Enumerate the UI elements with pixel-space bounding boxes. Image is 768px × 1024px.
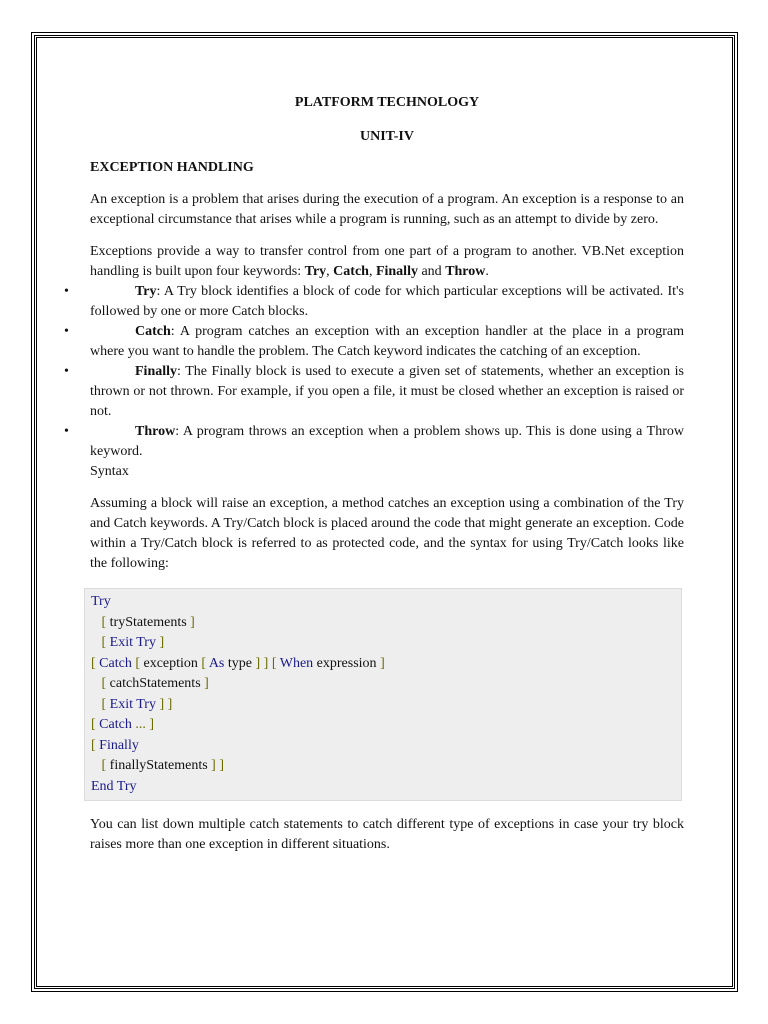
list-text: : A program throws an exception when a problem shows up. This is done using a Throw keyword. <box>90 424 684 459</box>
code-line <box>91 715 681 736</box>
list-term: Finally <box>135 364 178 379</box>
list-item-catch <box>64 322 684 362</box>
code-bracket: [ <box>101 635 110 650</box>
intro-paragraph: An exception is a problem that arises during the execution of a program. An exception is a response to an exceptional circumstance that arises while a program is running, such as an attempt to divide by zero. <box>90 192 684 227</box>
code-bracket: [ <box>91 717 100 732</box>
code-line <box>91 695 681 716</box>
keyword-separator: , <box>368 264 376 279</box>
list-term: Try <box>135 284 157 299</box>
code-line <box>91 592 681 613</box>
code-keyword: Finally <box>99 737 139 753</box>
code-keyword: Exit Try <box>109 696 156 712</box>
code-bracket: ... ] <box>131 717 154 732</box>
code-block <box>84 588 682 801</box>
list-text: : A Try block identifies a block of code for which particular exceptions will be activated. It's followed by one or more Catch blocks. <box>90 284 684 319</box>
code-bracket: [ <box>268 655 280 671</box>
bullet-icon: • <box>64 324 69 339</box>
code-text: finallyStatements <box>109 758 208 773</box>
code-bracket: ] ] <box>155 696 173 712</box>
closing-paragraph: You can list down multiple catch statements to catch different type of exceptions in case your try block raises more than one exception in different situations. <box>90 817 684 852</box>
code-line <box>91 633 681 654</box>
code-bracket: [ <box>131 655 144 671</box>
try-catch-paragraph: Assuming a block will raise an exception, a method catches an exception using a combination of the Try and Catch keywords. A Try/Catch block is placed around the code that might generate an exception. Code within a Try/Catch block is referred to as protected code, and the syntax for using Try/Catch looks like the following: <box>90 496 684 571</box>
code-bracket: ] ] <box>207 758 224 773</box>
code-bracket: ] <box>376 655 385 671</box>
keyword-throw: Throw <box>445 264 486 279</box>
code-text: expression <box>313 655 377 671</box>
keywords-paragraph <box>90 242 684 282</box>
bullet-icon: • <box>64 364 69 379</box>
document-title: PLATFORM TECHNOLOGY <box>294 95 480 110</box>
list-item-finally <box>64 362 684 422</box>
list-text: : The Finally block is used to execute a given set of statements, whether an exception is thrown or not thrown. For example, if you open a file, it must be closed whether an exception is raised or not. <box>90 364 684 419</box>
list-term: Catch <box>135 324 171 339</box>
code-bracket: [ <box>91 655 100 671</box>
code-bracket: ] <box>200 676 209 691</box>
code-keyword: Try <box>91 594 111 609</box>
code-text: tryStatements <box>109 614 187 630</box>
code-keyword: Exit Try <box>109 635 156 650</box>
code-line <box>91 674 681 695</box>
list-item-throw <box>64 422 684 462</box>
code-keyword: Catch <box>99 717 132 732</box>
code-bracket: [ <box>101 614 110 630</box>
bullet-icon: • <box>64 424 69 439</box>
code-line <box>91 654 681 675</box>
code-bracket: [ <box>91 737 100 753</box>
code-text: exception <box>143 655 198 671</box>
syntax-label: Syntax <box>90 464 129 479</box>
code-line <box>91 777 681 798</box>
code-text: catchStatements <box>109 676 201 691</box>
keyword-finally: Finally <box>375 264 418 279</box>
list-item-try <box>64 282 684 322</box>
keyword-catch: Catch <box>333 264 369 279</box>
code-line <box>91 613 681 634</box>
code-bracket: ] <box>155 635 165 650</box>
code-keyword: End Try <box>91 778 137 794</box>
code-keyword: Catch <box>99 655 132 671</box>
code-bracket: [ <box>197 655 209 671</box>
list-term: Throw <box>135 424 176 439</box>
list-text: : A program catches an exception with an exception handler at the place in a program where you want to handle the problem. The Catch keyword indicates the catching of an exception. <box>90 324 684 359</box>
keyword-period: . <box>485 264 489 279</box>
code-text: type <box>224 655 252 671</box>
section-heading: EXCEPTION HANDLING <box>90 160 254 175</box>
keyword-separator: and <box>417 264 446 279</box>
code-bracket: [ <box>101 758 110 773</box>
code-line <box>91 756 681 777</box>
code-keyword: When <box>279 655 314 671</box>
code-line <box>91 736 681 757</box>
code-bracket: ] <box>186 614 195 630</box>
document-body <box>64 93 684 855</box>
keyword-try: Try <box>304 264 327 279</box>
keyword-list <box>64 282 684 462</box>
code-bracket: ] ] <box>251 655 269 671</box>
keyword-separator: , <box>326 264 334 279</box>
code-keyword: As <box>208 655 225 671</box>
unit-heading: UNIT-IV <box>360 129 414 144</box>
code-bracket: [ <box>101 676 110 691</box>
code-bracket: [ <box>101 696 110 712</box>
keywords-lead: Exceptions provide a way to transfer control from one part of a program to another. VB.Net exception handling is built upon four keywords: <box>90 244 684 279</box>
bullet-icon: • <box>64 284 69 299</box>
